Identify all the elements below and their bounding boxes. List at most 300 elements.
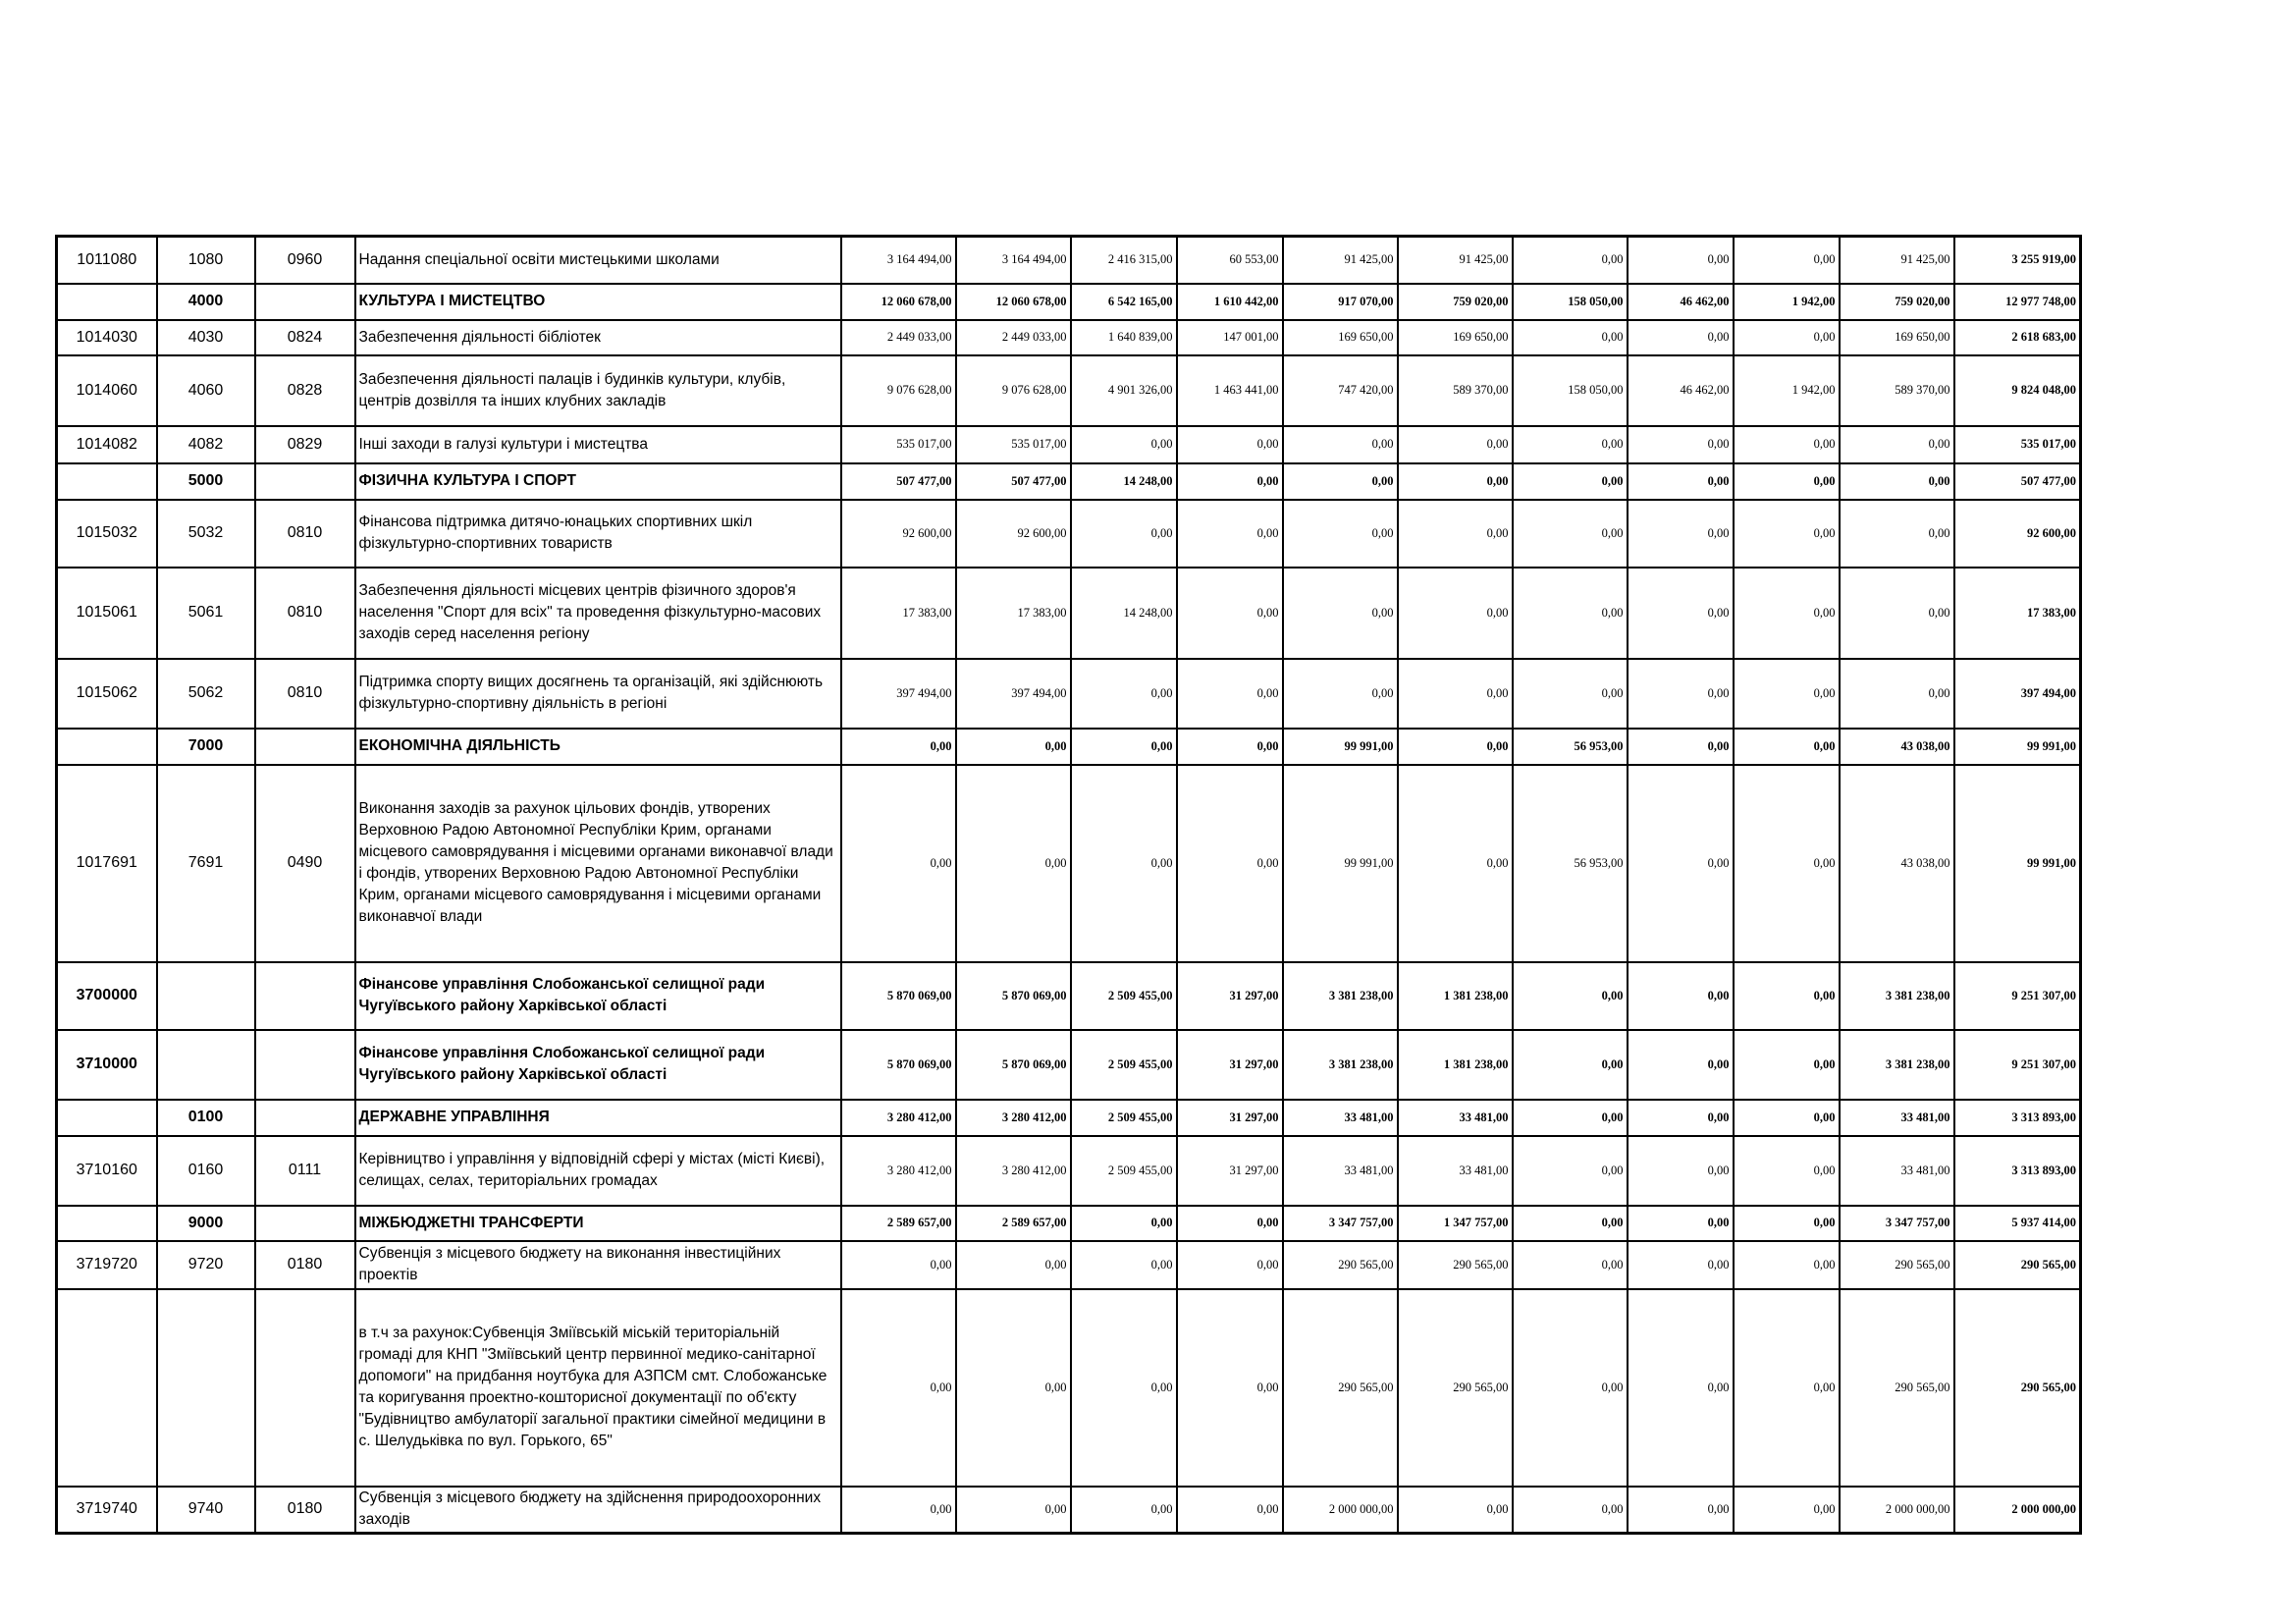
amount-cell: 0,00: [1398, 463, 1513, 500]
amount-cell: 0,00: [1513, 568, 1628, 659]
amount-cell: 0,00: [1628, 1241, 1734, 1289]
table-row: [57, 1100, 2081, 1136]
kpk-code-cell: 4060: [157, 355, 255, 426]
program-code-cell: 3710000: [57, 1030, 157, 1100]
kfk-code-cell: 0810: [255, 568, 355, 659]
table-row: [57, 284, 2081, 320]
kfk-code-cell: 0828: [255, 355, 355, 426]
amount-cell: 0,00: [1177, 659, 1283, 729]
amount-cell: 1 610 442,00: [1177, 284, 1283, 320]
amount-cell: 2 589 657,00: [841, 1206, 956, 1241]
amount-cell: 99 991,00: [1283, 765, 1398, 962]
program-name-cell: Забезпечення діяльності палаців і будинків культури, клубів, центрів дозвілля та інших клубних закладів: [355, 355, 841, 426]
amount-cell: 0,00: [956, 765, 1071, 962]
table-row: [57, 500, 2081, 568]
program-name-cell: Субвенція з місцевого бюджету на здійснення природоохоронних заходів: [355, 1487, 841, 1534]
kfk-code-cell: 0824: [255, 320, 355, 355]
amount-cell: 14 248,00: [1071, 463, 1177, 500]
amount-cell: 0,00: [1628, 500, 1734, 568]
amount-cell: 290 565,00: [1398, 1241, 1513, 1289]
kpk-code-cell: [157, 1289, 255, 1487]
amount-cell: 917 070,00: [1283, 284, 1398, 320]
amount-cell: 0,00: [1513, 1030, 1628, 1100]
kfk-code-cell: [255, 1206, 355, 1241]
amount-cell: 0,00: [1398, 500, 1513, 568]
kpk-code-cell: 0160: [157, 1136, 255, 1206]
amount-cell: 290 565,00: [1283, 1289, 1398, 1487]
amount-cell: 0,00: [1283, 463, 1398, 500]
amount-cell: 33 481,00: [1283, 1100, 1398, 1136]
amount-cell: 4 901 326,00: [1071, 355, 1177, 426]
amount-cell: 0,00: [1628, 1100, 1734, 1136]
amount-cell: 0,00: [1840, 426, 1954, 463]
amount-cell: 91 425,00: [1840, 237, 1954, 284]
table-row: [57, 1289, 2081, 1487]
program-name-cell: ФІЗИЧНА КУЛЬТУРА І СПОРТ: [355, 463, 841, 500]
program-name-cell: Фінансове управління Слобожанської селищної ради Чугуївського району Харківської області: [355, 962, 841, 1030]
amount-cell: 2 416 315,00: [1071, 237, 1177, 284]
total-amount-cell: 290 565,00: [1954, 1289, 2081, 1487]
amount-cell: 0,00: [1840, 659, 1954, 729]
amount-cell: 0,00: [1734, 500, 1840, 568]
amount-cell: 92 600,00: [841, 500, 956, 568]
program-code-cell: [57, 463, 157, 500]
amount-cell: 535 017,00: [841, 426, 956, 463]
amount-cell: 0,00: [1734, 1206, 1840, 1241]
amount-cell: 0,00: [1283, 500, 1398, 568]
amount-cell: 759 020,00: [1840, 284, 1954, 320]
amount-cell: 0,00: [1177, 463, 1283, 500]
amount-cell: 46 462,00: [1628, 284, 1734, 320]
amount-cell: 0,00: [1628, 659, 1734, 729]
amount-cell: 91 425,00: [1283, 237, 1398, 284]
program-code-cell: 3719720: [57, 1241, 157, 1289]
kfk-code-cell: 0829: [255, 426, 355, 463]
kfk-code-cell: 0180: [255, 1487, 355, 1534]
amount-cell: 0,00: [1628, 1030, 1734, 1100]
amount-cell: 0,00: [1513, 500, 1628, 568]
program-code-cell: 1014030: [57, 320, 157, 355]
amount-cell: 1 381 238,00: [1398, 962, 1513, 1030]
amount-cell: 2 509 455,00: [1071, 1030, 1177, 1100]
amount-cell: 0,00: [1177, 426, 1283, 463]
total-amount-cell: 507 477,00: [1954, 463, 2081, 500]
amount-cell: 0,00: [1398, 568, 1513, 659]
amount-cell: 0,00: [841, 1241, 956, 1289]
kfk-code-cell: [255, 463, 355, 500]
amount-cell: 31 297,00: [1177, 962, 1283, 1030]
amount-cell: 1 942,00: [1734, 284, 1840, 320]
amount-cell: 0,00: [1734, 320, 1840, 355]
amount-cell: 0,00: [1513, 1289, 1628, 1487]
amount-cell: 0,00: [1071, 1206, 1177, 1241]
program-name-cell: Надання спеціальної освіти мистецькими школами: [355, 237, 841, 284]
amount-cell: 5 870 069,00: [956, 962, 1071, 1030]
program-name-cell: Інші заходи в галузі культури і мистецтва: [355, 426, 841, 463]
total-amount-cell: 3 313 893,00: [1954, 1136, 2081, 1206]
kpk-code-cell: 5000: [157, 463, 255, 500]
amount-cell: 0,00: [1071, 659, 1177, 729]
kpk-code-cell: [157, 1030, 255, 1100]
amount-cell: 2 000 000,00: [1283, 1487, 1398, 1534]
program-name-cell: Керівництво і управління у відповідній сфері у містах (місті Києві), селищах, селах, територіальних громадах: [355, 1136, 841, 1206]
kpk-code-cell: 1080: [157, 237, 255, 284]
amount-cell: 147 001,00: [1177, 320, 1283, 355]
amount-cell: 0,00: [1734, 1487, 1840, 1534]
amount-cell: 0,00: [1071, 1487, 1177, 1534]
amount-cell: 1 942,00: [1734, 355, 1840, 426]
amount-cell: 0,00: [841, 1289, 956, 1487]
program-name-cell: Фінансова підтримка дитячо-юнацьких спортивних шкіл фізкультурно-спортивних товариств: [355, 500, 841, 568]
amount-cell: 0,00: [1734, 1030, 1840, 1100]
amount-cell: 0,00: [1513, 237, 1628, 284]
amount-cell: 0,00: [1840, 500, 1954, 568]
amount-cell: 747 420,00: [1283, 355, 1398, 426]
amount-cell: 0,00: [1513, 1241, 1628, 1289]
amount-cell: 290 565,00: [1840, 1241, 1954, 1289]
amount-cell: 397 494,00: [841, 659, 956, 729]
total-amount-cell: 9 824 048,00: [1954, 355, 2081, 426]
amount-cell: 2 509 455,00: [1071, 1100, 1177, 1136]
total-amount-cell: 99 991,00: [1954, 765, 2081, 962]
amount-cell: 3 280 412,00: [841, 1100, 956, 1136]
kpk-code-cell: 9000: [157, 1206, 255, 1241]
amount-cell: 14 248,00: [1071, 568, 1177, 659]
kpk-code-cell: 0100: [157, 1100, 255, 1136]
amount-cell: 0,00: [1513, 1206, 1628, 1241]
amount-cell: 759 020,00: [1398, 284, 1513, 320]
amount-cell: 535 017,00: [956, 426, 1071, 463]
table-row: [57, 729, 2081, 765]
amount-cell: 507 477,00: [841, 463, 956, 500]
program-name-cell: в т.ч за рахунок:Субвенція Зміївській міській територіальній громаді для КНП "Зміївський центр первинної медико-санітарної допомоги" на придбання ноутбука для АЗПСМ смт. Слобожанське та коригування проектно-кошторисної документації по об'єкту "Будівництво амбулаторії загальної практики сімейної медицини в с. Шелудьківка по вул. Горького, 65": [355, 1289, 841, 1487]
table-row: [57, 1206, 2081, 1241]
kpk-code-cell: 7691: [157, 765, 255, 962]
amount-cell: 0,00: [1398, 426, 1513, 463]
total-amount-cell: 12 977 748,00: [1954, 284, 2081, 320]
program-name-cell: Підтримка спорту вищих досягнень та організацій, які здійснюють фізкультурно-спортивну діяльність в регіоні: [355, 659, 841, 729]
program-name-cell: Виконання заходів за рахунок цільових фондів, утворених Верховною Радою Автономної Республіки Крим, органами місцевого самоврядування і місцевими органами виконавчої влади і фондів, утворених Верховною Радою Автономної Республіки Крим, органами місцевого самоврядування і місцевими органами виконавчої влади: [355, 765, 841, 962]
amount-cell: 0,00: [1734, 463, 1840, 500]
table-row: [57, 659, 2081, 729]
amount-cell: 0,00: [1283, 659, 1398, 729]
amount-cell: 91 425,00: [1398, 237, 1513, 284]
amount-cell: 31 297,00: [1177, 1100, 1283, 1136]
amount-cell: 0,00: [956, 1289, 1071, 1487]
total-amount-cell: 99 991,00: [1954, 729, 2081, 765]
amount-cell: 99 991,00: [1283, 729, 1398, 765]
table-row: [57, 962, 2081, 1030]
table-row: [57, 568, 2081, 659]
total-amount-cell: 3 313 893,00: [1954, 1100, 2081, 1136]
amount-cell: 0,00: [1628, 765, 1734, 962]
program-code-cell: [57, 729, 157, 765]
kfk-code-cell: 0180: [255, 1241, 355, 1289]
kfk-code-cell: [255, 1289, 355, 1487]
amount-cell: 169 650,00: [1283, 320, 1398, 355]
program-code-cell: 3700000: [57, 962, 157, 1030]
amount-cell: 5 870 069,00: [956, 1030, 1071, 1100]
kpk-code-cell: 4000: [157, 284, 255, 320]
kpk-code-cell: [157, 962, 255, 1030]
amount-cell: 0,00: [1071, 500, 1177, 568]
program-code-cell: 3719740: [57, 1487, 157, 1534]
amount-cell: 0,00: [956, 1487, 1071, 1534]
amount-cell: 0,00: [1177, 765, 1283, 962]
amount-cell: 9 076 628,00: [956, 355, 1071, 426]
amount-cell: 0,00: [841, 729, 956, 765]
program-name-cell: Забезпечення діяльності бібліотек: [355, 320, 841, 355]
program-code-cell: 1011080: [57, 237, 157, 284]
kfk-code-cell: 0960: [255, 237, 355, 284]
amount-cell: 2 449 033,00: [956, 320, 1071, 355]
amount-cell: 0,00: [1283, 568, 1398, 659]
total-amount-cell: 9 251 307,00: [1954, 962, 2081, 1030]
amount-cell: 0,00: [1628, 237, 1734, 284]
amount-cell: 2 509 455,00: [1071, 962, 1177, 1030]
kfk-code-cell: 0810: [255, 500, 355, 568]
amount-cell: 3 381 238,00: [1283, 962, 1398, 1030]
total-amount-cell: 3 255 919,00: [1954, 237, 2081, 284]
amount-cell: 0,00: [1628, 1289, 1734, 1487]
amount-cell: 158 050,00: [1513, 284, 1628, 320]
program-code-cell: [57, 1100, 157, 1136]
table-body: [57, 237, 2081, 1534]
amount-cell: 1 347 757,00: [1398, 1206, 1513, 1241]
amount-cell: 1 381 238,00: [1398, 1030, 1513, 1100]
amount-cell: 0,00: [841, 765, 956, 962]
amount-cell: 1 640 839,00: [1071, 320, 1177, 355]
amount-cell: 0,00: [1628, 1206, 1734, 1241]
amount-cell: 0,00: [1734, 1241, 1840, 1289]
amount-cell: 0,00: [1177, 1241, 1283, 1289]
program-code-cell: 1015061: [57, 568, 157, 659]
amount-cell: 92 600,00: [956, 500, 1071, 568]
amount-cell: 43 038,00: [1840, 765, 1954, 962]
kfk-code-cell: 0490: [255, 765, 355, 962]
amount-cell: 0,00: [1734, 237, 1840, 284]
amount-cell: 0,00: [1071, 765, 1177, 962]
kpk-code-cell: 9740: [157, 1487, 255, 1534]
amount-cell: 6 542 165,00: [1071, 284, 1177, 320]
amount-cell: 5 870 069,00: [841, 1030, 956, 1100]
amount-cell: 0,00: [1628, 962, 1734, 1030]
kpk-code-cell: 5032: [157, 500, 255, 568]
amount-cell: 56 953,00: [1513, 765, 1628, 962]
program-code-cell: 1014082: [57, 426, 157, 463]
amount-cell: 46 462,00: [1628, 355, 1734, 426]
amount-cell: 0,00: [841, 1487, 956, 1534]
kpk-code-cell: 5061: [157, 568, 255, 659]
program-name-cell: МІЖБЮДЖЕТНІ ТРАНСФЕРТИ: [355, 1206, 841, 1241]
amount-cell: 0,00: [1513, 1487, 1628, 1534]
program-code-cell: [57, 1289, 157, 1487]
table-row: [57, 765, 2081, 962]
amount-cell: 3 347 757,00: [1840, 1206, 1954, 1241]
amount-cell: 31 297,00: [1177, 1030, 1283, 1100]
amount-cell: 0,00: [1734, 1136, 1840, 1206]
amount-cell: 397 494,00: [956, 659, 1071, 729]
program-name-cell: Фінансове управління Слобожанської селищної ради Чугуївського району Харківської області: [355, 1030, 841, 1100]
amount-cell: 3 280 412,00: [956, 1100, 1071, 1136]
total-amount-cell: 2 000 000,00: [1954, 1487, 2081, 1534]
table-row: [57, 1241, 2081, 1289]
amount-cell: 0,00: [1513, 426, 1628, 463]
amount-cell: 0,00: [1628, 1487, 1734, 1534]
amount-cell: 0,00: [1398, 659, 1513, 729]
amount-cell: 0,00: [1177, 568, 1283, 659]
kfk-code-cell: [255, 962, 355, 1030]
amount-cell: 290 565,00: [1283, 1241, 1398, 1289]
amount-cell: 9 076 628,00: [841, 355, 956, 426]
program-name-cell: ЕКОНОМІЧНА ДІЯЛЬНІСТЬ: [355, 729, 841, 765]
amount-cell: 0,00: [1513, 463, 1628, 500]
amount-cell: 0,00: [1734, 659, 1840, 729]
total-amount-cell: 2 618 683,00: [1954, 320, 2081, 355]
amount-cell: 0,00: [1734, 1100, 1840, 1136]
amount-cell: 2 000 000,00: [1840, 1487, 1954, 1534]
amount-cell: 3 381 238,00: [1283, 1030, 1398, 1100]
amount-cell: 0,00: [1398, 729, 1513, 765]
amount-cell: 43 038,00: [1840, 729, 1954, 765]
table-row: [57, 1487, 2081, 1534]
table-row: [57, 463, 2081, 500]
program-name-cell: ДЕРЖАВНЕ УПРАВЛІННЯ: [355, 1100, 841, 1136]
table-row: [57, 1136, 2081, 1206]
amount-cell: 0,00: [1628, 729, 1734, 765]
kfk-code-cell: [255, 1030, 355, 1100]
amount-cell: 0,00: [1628, 463, 1734, 500]
amount-cell: 0,00: [1071, 1289, 1177, 1487]
amount-cell: 2 589 657,00: [956, 1206, 1071, 1241]
amount-cell: 31 297,00: [1177, 1136, 1283, 1206]
amount-cell: 169 650,00: [1398, 320, 1513, 355]
amount-cell: 0,00: [1513, 320, 1628, 355]
kpk-code-cell: 9720: [157, 1241, 255, 1289]
kfk-code-cell: 0810: [255, 659, 355, 729]
amount-cell: 0,00: [1734, 962, 1840, 1030]
amount-cell: 12 060 678,00: [841, 284, 956, 320]
amount-cell: 0,00: [1283, 426, 1398, 463]
kfk-code-cell: [255, 729, 355, 765]
total-amount-cell: 92 600,00: [1954, 500, 2081, 568]
program-code-cell: 1017691: [57, 765, 157, 962]
amount-cell: 589 370,00: [1398, 355, 1513, 426]
amount-cell: 33 481,00: [1840, 1100, 1954, 1136]
amount-cell: 0,00: [1398, 1487, 1513, 1534]
program-code-cell: 1015032: [57, 500, 157, 568]
kpk-code-cell: 7000: [157, 729, 255, 765]
amount-cell: 3 347 757,00: [1283, 1206, 1398, 1241]
kfk-code-cell: 0111: [255, 1136, 355, 1206]
amount-cell: 0,00: [1177, 500, 1283, 568]
amount-cell: 0,00: [1177, 1206, 1283, 1241]
amount-cell: 290 565,00: [1398, 1289, 1513, 1487]
table-row: [57, 355, 2081, 426]
amount-cell: 12 060 678,00: [956, 284, 1071, 320]
program-code-cell: [57, 284, 157, 320]
table-row: [57, 237, 2081, 284]
amount-cell: 0,00: [1398, 765, 1513, 962]
total-amount-cell: 17 383,00: [1954, 568, 2081, 659]
amount-cell: 33 481,00: [1398, 1136, 1513, 1206]
program-code-cell: [57, 1206, 157, 1241]
amount-cell: 0,00: [1071, 426, 1177, 463]
kpk-code-cell: 4082: [157, 426, 255, 463]
amount-cell: 0,00: [1628, 320, 1734, 355]
total-amount-cell: 5 937 414,00: [1954, 1206, 2081, 1241]
amount-cell: 3 164 494,00: [956, 237, 1071, 284]
amount-cell: 0,00: [1628, 426, 1734, 463]
amount-cell: 169 650,00: [1840, 320, 1954, 355]
amount-cell: 0,00: [1734, 426, 1840, 463]
amount-cell: 3 280 412,00: [956, 1136, 1071, 1206]
budget-table: [55, 235, 2082, 1535]
total-amount-cell: 397 494,00: [1954, 659, 2081, 729]
amount-cell: 33 481,00: [1398, 1100, 1513, 1136]
program-name-cell: Забезпечення діяльності місцевих центрів фізичного здоров'я населення "Спорт для всіх" та проведення фізкультурно-масових заходів серед населення регіону: [355, 568, 841, 659]
amount-cell: 0,00: [1628, 568, 1734, 659]
amount-cell: 0,00: [1177, 1289, 1283, 1487]
amount-cell: 33 481,00: [1283, 1136, 1398, 1206]
amount-cell: 0,00: [1734, 765, 1840, 962]
amount-cell: 0,00: [1840, 568, 1954, 659]
amount-cell: 56 953,00: [1513, 729, 1628, 765]
amount-cell: 0,00: [1513, 1100, 1628, 1136]
program-name-cell: КУЛЬТУРА І МИСТЕЦТВО: [355, 284, 841, 320]
amount-cell: 33 481,00: [1840, 1136, 1954, 1206]
amount-cell: 0,00: [1513, 1136, 1628, 1206]
table-row: [57, 1030, 2081, 1100]
amount-cell: 2 509 455,00: [1071, 1136, 1177, 1206]
amount-cell: 3 381 238,00: [1840, 1030, 1954, 1100]
program-code-cell: 3710160: [57, 1136, 157, 1206]
kfk-code-cell: [255, 284, 355, 320]
amount-cell: 2 449 033,00: [841, 320, 956, 355]
amount-cell: 60 553,00: [1177, 237, 1283, 284]
amount-cell: 158 050,00: [1513, 355, 1628, 426]
amount-cell: 3 164 494,00: [841, 237, 956, 284]
amount-cell: 0,00: [1734, 1289, 1840, 1487]
amount-cell: 290 565,00: [1840, 1289, 1954, 1487]
kfk-code-cell: [255, 1100, 355, 1136]
amount-cell: 0,00: [1734, 729, 1840, 765]
amount-cell: 0,00: [1177, 729, 1283, 765]
total-amount-cell: 535 017,00: [1954, 426, 2081, 463]
table-row: [57, 426, 2081, 463]
amount-cell: 3 280 412,00: [841, 1136, 956, 1206]
program-name-cell: Субвенція з місцевого бюджету на виконання інвестиційних проектів: [355, 1241, 841, 1289]
amount-cell: 0,00: [1071, 1241, 1177, 1289]
amount-cell: 3 381 238,00: [1840, 962, 1954, 1030]
amount-cell: 0,00: [956, 1241, 1071, 1289]
total-amount-cell: 9 251 307,00: [1954, 1030, 2081, 1100]
amount-cell: 1 463 441,00: [1177, 355, 1283, 426]
amount-cell: 0,00: [1071, 729, 1177, 765]
amount-cell: 0,00: [1628, 1136, 1734, 1206]
program-code-cell: 1015062: [57, 659, 157, 729]
amount-cell: 0,00: [1513, 962, 1628, 1030]
table-row: [57, 320, 2081, 355]
amount-cell: 17 383,00: [841, 568, 956, 659]
amount-cell: 0,00: [1513, 659, 1628, 729]
amount-cell: 0,00: [1840, 463, 1954, 500]
program-code-cell: 1014060: [57, 355, 157, 426]
amount-cell: 507 477,00: [956, 463, 1071, 500]
amount-cell: 5 870 069,00: [841, 962, 956, 1030]
amount-cell: 589 370,00: [1840, 355, 1954, 426]
amount-cell: 0,00: [1734, 568, 1840, 659]
